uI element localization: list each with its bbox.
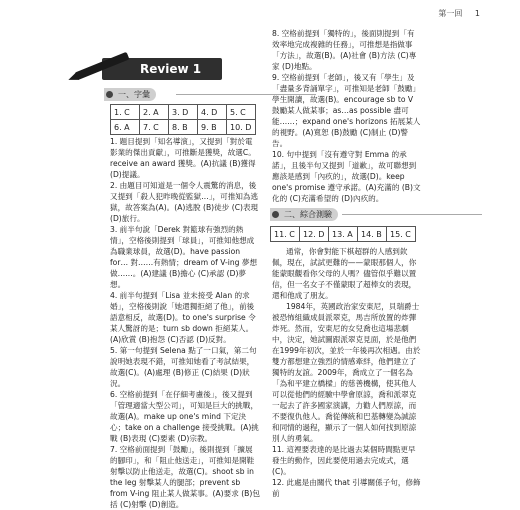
answer-cell: 13. A [329,227,358,242]
section-label: 二、綜合測驗 [270,208,338,221]
explanation-item: 3. 前半句說「Derek 對籃球有強烈的熱情」，空格後則提到「球員」，可推知他想成為職業球員，故選(D)。have passion for… 對……有熱情；dream of V-ing 夢想做……。(A)建議 (B)擔心 (C)承認 (D)夢想。 [110,225,258,289]
explanation-item: 10. 句中提到「沒有遵守對 Emma 的承諾」，且後半句又提到「道歉」，故可聯想到應該是感到「內疚的」，故選(D)。keep one's promise 遵守承諾。(A)充滿的 (B)文化的 (C)充滿希望的 (D)內疚的。 [272,150,421,203]
answer-cell: 2. A [140,105,169,120]
answer-cell: 5. C [227,105,256,120]
answer-cell: 10. D [227,120,256,135]
explanation-item: 6. 空格前提到「在仔細考慮後」，後又提到「管理適當大型公司」，可知是巨大的挑戰，故選(A)。make up one's mind 下定決心；take on a challenge 接受挑戰。(A)挑戰 (B)表現 (C)要素 (D)宗教。 [110,390,259,443]
page-header [438,8,480,19]
explanation-item: 12. 此處是由關代 that 引導關係子句，修飾前 [272,478,421,498]
passage-paragraph: 通常，你會對能下棋超群的人感到欽佩，現在，試試更難的——蒙眼那個人，你能蒙眼觀看你父母的人嗎？儘管似乎難以置信，但一名女子不僅蒙眼了超棒女的表現，還和他成了朋友。 [272,247,417,300]
explanation-item: 1. 題目提到「知名導演」，又提到「對於電影業的傑出貢獻」，可推斷是獲獎，故選C。receive an award 獲獎。(A)抗議 (B)獲得 (D)提議。 [110,137,256,179]
explanation-item: 2. 由題目可知道是一個令人震驚的消息，後又提到「殺人犯昨晚從監獄…」，可推知為逃獄，故答案為(A)。(A)逃脫 (B)徒步 (C)表現 (D)旅行。 [110,181,259,223]
answer-cell: 15. C [387,227,416,242]
page-number: 1 [474,9,480,18]
explanation-item: 9. 空格前提到「老師」，後又有「學生」及「盡量多背誦單字」，可推知是老師「鼓勵」學生開讀，故選(B)。encourage sb to V 鼓勵某人做某事；as…as possible 盡可能……；expand one's horizons 拓展某人的視野。(A)寬恕 (B)鼓勵 (C)制止 (D)警告。 [272,73,421,148]
passage-paragraph: 1984年，英國政治家安東尼，貝瑞爵士被恐怖組織成員派翠克，馬吉所放置的炸彈炸死。然而，安東尼的女兒喬也這場悲劇中，決定，她試圖跟派翠克見面，於是他們在1999年初次，並於一年後再次相遇。由於雙方都想建立強烈的情感牽絆，他們建立了獨特的友誼。2009年，喬成立了一個名為「為和平建立橋樑」的慈善機構，使其他人可以從他們的經驗中學會原諒，喬和派翠克一起去了許多國家演講，力勸人們原諒，而不要復仇他人。喬從傳統和巴基轉變為誠諒和同情的過程，顯示了一個人如何找到原諒別人的勇氣。 [272,302,421,443]
answer-cell: 14. B [358,227,387,242]
explanation-item: 7. 空格前面提到「鼓勵」，後則提到「擴展的腳印」，和「阻止他送走」，可推知是開鞋射擊以防止他送走，故選(C)。shoot sb in the leg 射擊某人的腿部；prevent sb from V-ing 阻止某人做某事。(A)要求 (B)包括 (C)射擊 (D)創造。 [110,445,260,509]
section-label: 第一回 [438,9,463,18]
passage-translation [272,246,422,499]
right-explanations [272,28,422,204]
explanation-item: 5. 第一句提到 Selena 點了一口氣，第二句說明她表現不錯，可推知她看了考試結果，故選(C)。(A)處理 (B)修正 (C)結果 (D)狀況。 [110,346,257,388]
answer-cell: 6. A [111,120,140,135]
answer-cell: 1. C [111,105,140,120]
answer-cell: 7. C [140,120,169,135]
answer-cell: 3. D [169,105,198,120]
answer-cell: 12. D [300,227,329,242]
answer-cell: 4. D [198,105,227,120]
section-heading-vocab [104,88,156,101]
section-heading-cloze [270,208,338,221]
answer-table-cloze [270,226,416,242]
left-explanations [110,136,260,510]
explanation-item: 11. 這裡要表達的是比過去某個時間點更早發生的動作，因此要使用過去完成式，選(C)。 [272,445,416,476]
answer-cell: 11. C [271,227,300,242]
answer-cell: 9. B [198,120,227,135]
section-label: 一、字彙 [104,88,156,101]
answer-table-vocab [110,104,256,135]
explanation-item: 4. 前半句提到「Lisa 並未接受 Alan 的求婚」，空格後則說「她還獨拒絕了他」，前後語意相反，故選(D)。to one's surprise 令某人驚訝的是；turn sb down 拒絕某人。(A)欣賞 (B)抱怨 (C)否認 (D)反對。 [110,291,256,344]
explanation-item: 8. 空格前提到「獨特的」，後面則提到「有效率地完成複雜的任務」，可推想是指做事「方法」，故選(B)。(A)社會 (B)方法 (C)專家 (D)地點。 [272,29,417,71]
review-banner [102,58,222,80]
divider [342,214,482,215]
answer-cell: 8. B [169,120,198,135]
banner-title: Review 1 [140,62,202,76]
pen-icon [75,52,130,80]
